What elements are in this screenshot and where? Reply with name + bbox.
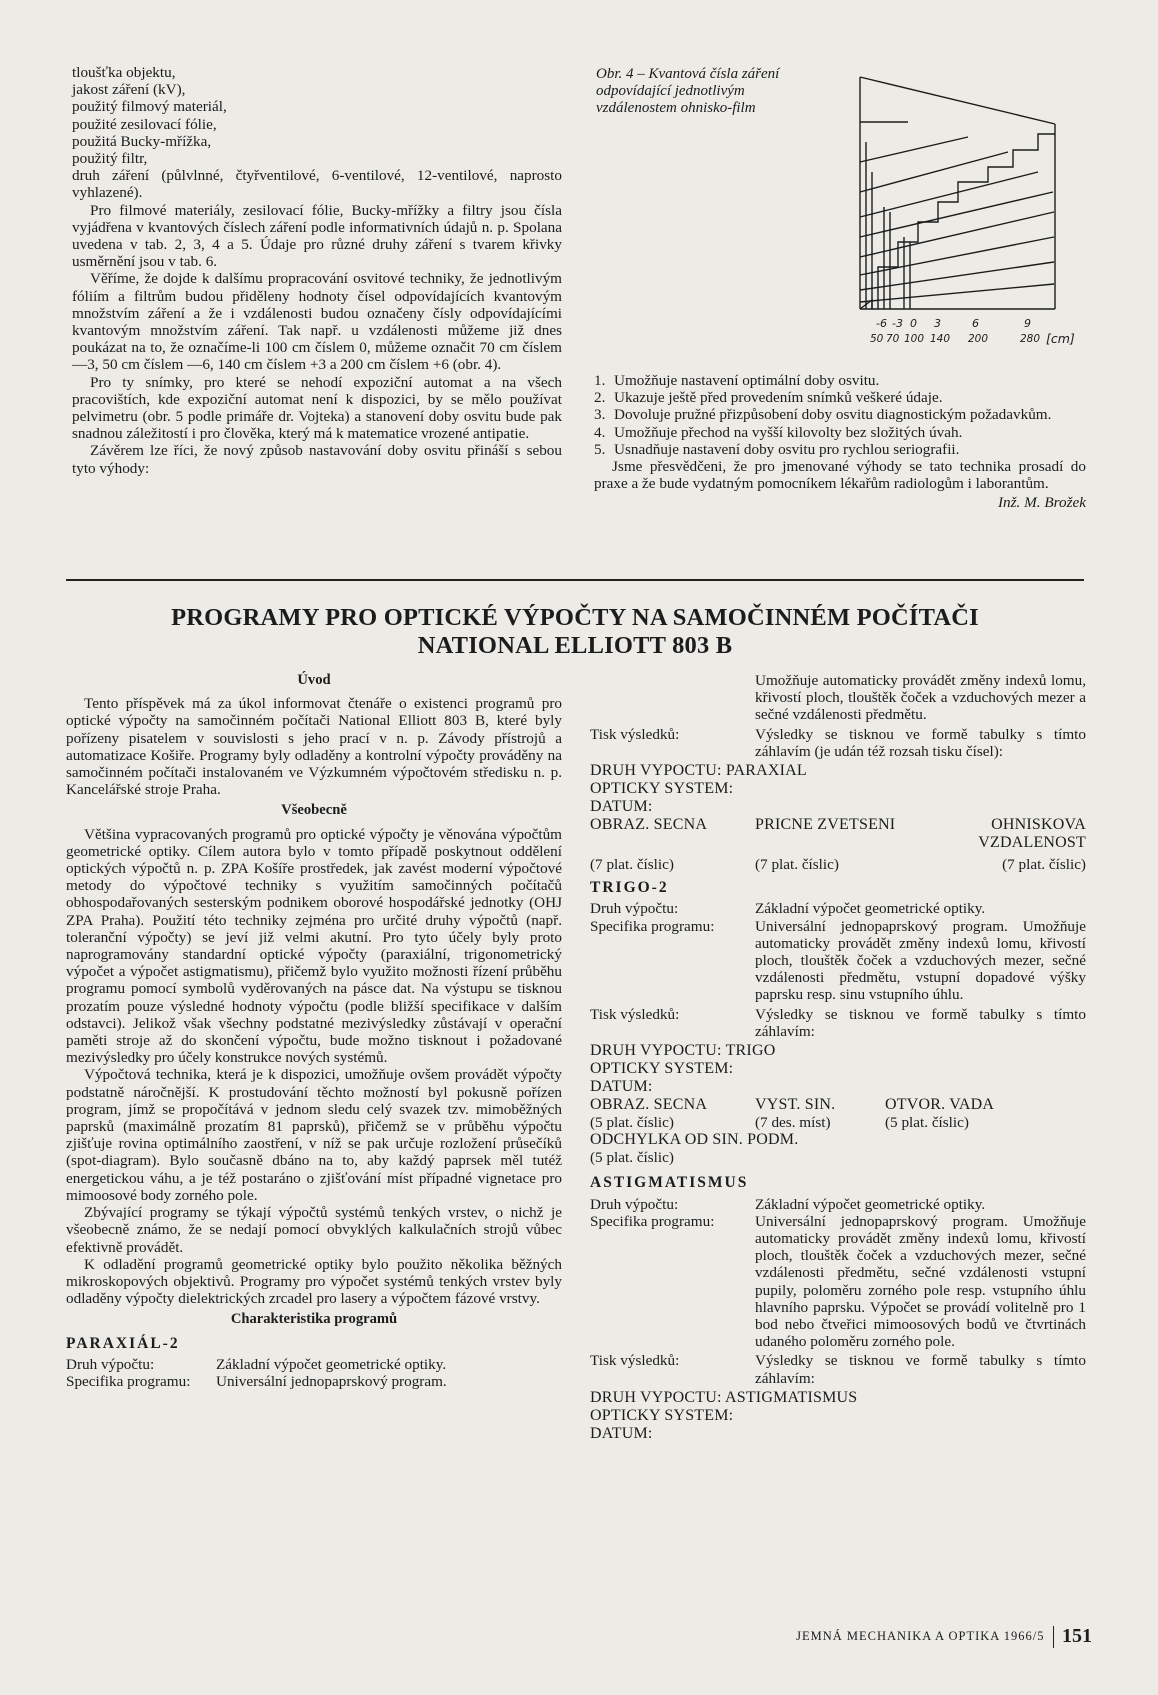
program-field: Tisk výsledků: Výsledky se tisknou ve formě tabulky s tímto záhlavím (je udán též rozsah tisku čísel): bbox=[590, 725, 1086, 760]
program-field: Tisk výsledků: Výsledky se tisknou ve formě tabulky s tímto záhlavím: bbox=[590, 1005, 1086, 1040]
program-name: PARAXIÁL-2 bbox=[66, 1334, 180, 1352]
program-field: Druh výpočtu: Základní výpočet geometrické optiky. bbox=[66, 1355, 447, 1373]
tick-label: 0 bbox=[910, 317, 917, 330]
footer-separator bbox=[1053, 1626, 1055, 1648]
tick-label: -3 bbox=[892, 317, 903, 330]
section-heading-charakteristika: Charakteristika programů bbox=[230, 1311, 398, 1328]
program-name: TRIGO-2 bbox=[590, 879, 669, 897]
axis-unit: [cm] bbox=[1046, 331, 1075, 346]
tick-label: -6 bbox=[876, 317, 887, 330]
author: Inž. M. Brožek bbox=[997, 494, 1086, 512]
paragraph: Výpočtová technika, která je k dispozici, umožňuje ovšem provádět výpočty podstatně náročnější. K prostudování těchto možností byl pokusně pořízen program, jímž se propočítává v jednom sledu celý svazek tzv. mimoběžných paprsků (maximálně prozatím 81 paprsků), přičemž se v průběhu výpočtu zjišťuje rovina optimálního zaostření, v níž se pak určuje rozložení průsečíků (spot-diagram). Bylo současně dbáno na to, aby každý paprsek měl tutéž energetickou váhu, a je též postaráno o zjišťování míst případné vignetace pro mimoosové body zorného pole. bbox=[66, 1066, 562, 1204]
figure-caption-text: Obr. 4 – Kvantová čísla záření odpovídající jednotlivým vzdálenostem ohnisko-film bbox=[596, 66, 780, 116]
program-field: Specifika programu: Universální jednopaprskový program. Umožňuje automaticky provádět změny indexů lomu, křivostí ploch, tlouštěk čoček a vzduchových mezer, sečné vzdálenosti předmětu, vstupní dopadové výšky paprsku resp. sinu vstupního úhlu. bbox=[590, 917, 1086, 1004]
figure-caption bbox=[596, 66, 826, 117]
tick-label: 6 bbox=[972, 317, 979, 330]
list-line: použitý filtr, bbox=[72, 150, 148, 168]
program-field: Druh výpočtu: Základní výpočet geometrické optiky. bbox=[590, 1195, 986, 1213]
article-title bbox=[66, 604, 1084, 660]
advantage-item: 3. Dovoluje pružné přizpůsobení doby osvitu diagnostickým požadavkům. bbox=[594, 406, 1052, 424]
paragraph: Tento příspěvek má za úkol informovat čtenáře o existenci programů pro optické výpočty na samočinném počítači National Elliott 803 B, které byly pořízeny pisatelem v souvislosti s jeho prací v n. p. Závody přístrojů a automatizace Košiře. Programy byly odladěny a kontrolní výpočty prováděny na samočinném počítači instalovaném ve Výzkumném výpočtovém středisku n. p. Kancelářské stroje Praha. bbox=[66, 695, 562, 799]
list-line: jakost záření (kV), bbox=[72, 81, 186, 99]
paragraph: Většina vypracovaných programů pro optické výpočty je věnována výpočtům geometrické optiky. Cílem autora bylo v tomto případě poskytnout oddělení optických výpočtů n. p. ZPA Košíře prostředek, jak zavést moderní výpočtové metody do výpočtové techniky s využitím samočinných počítačů obhospodařovaných sesterským podnikem oborové hospodářské jednotky (OHJ ZPA Praha). Použití této techniky zejména pro určité druhy výpočtů (např. toleranční výpočty) se jeví již velmi akutní. Pro tyto účely byly proto naprogramovány standardní optické výpočty (paraxiální, trigonometrický výpočet a výpočet astigmatismu), přičemž bylo využito možnosti řízení průběhu programu pomocí symbolů vyděrovaných na pásce dat. Na výstupu se tisknou prozatím pouze výsledné hodnoty výpočtu (podle bližší specifikace v dalším odstavci). Jelikož však všechny podstatné mezivýsledky zůstávají v operační paměti stroje až do skončení výpočtu, bude možno tisknout i požadované mezivýsledky pro účely konstrukce nových systémů. bbox=[66, 825, 562, 1067]
right-bottom-column: Umožňuje automaticky provádět změny indexů lomu, křivostí ploch, tlouštěk čoček a vzduchových mezer a sečné vzdálenosti předmětu. Tisk výsledků: Výsledky se tisknou ve formě tabulky s tímto záhlavím (je udán též rozsah tisku čísel): DRUH VYPOCTU: PARAXIAL OPTICKY SYSTEM: DATUM: OBRAZ. SECNA PRICNE ZVETSENI OHNISKOVA VZDALENOST (7 plat. číslic) (7 plat. číslic) (7 plat. číslic) TRIGO-2 Druh výpočtu: Základní výpočet geometrické optiky. Specifika programu: Universální jednopaprskový program. Umožňuje automaticky provádět změny indexů lomu, křivostí ploch, tlouštěk čoček a vzduchových mezer, sečné vzdálenosti předmětu, vstupní dopadové výšky paprsku resp. sinu vstupního úhlu. Tisk výsledků: Výsledky se tisknou ve formě tabulky s tímto záhlavím: DRUH VYPOCTU: TRIGO OPTICKY SYSTEM: DATUM: OBRAZ. SECNA VYST. SIN. OTVOR. VADA (5 plat. číslic) (7 des. míst) (5 plat. číslic) ODCHYLKA OD SIN. PODM. (5 plat. číslic) ASTIGMATISMUS Druh výpočtu: Základní výpočet geometrické optiky. Specifika programu: Universální jednopaprskový program. Umožňuje automaticky provádět změny indexů lomu, křivostí ploch, tlouštěk čoček a vzduchových mezer, sečné vzdálenosti předmětu, sečné vzdálenosti vstupní pupily, poloměru zorného pole resp. vstupního úhlu hlavního paprsku. Výpočet se provádí volitelně pro 1 bod nebo čtveřici mimoosových bodů ve čtvrtinách udaného poloměru zorného pole. Tisk výsledků: Výsledky se tisknou ve formě tabulky s tímto záhlavím: DRUH VYPOCTU: ASTIGMATISMUS OPTICKY SYSTEM: DATUM: bbox=[590, 672, 1086, 1442]
section-heading-vseobecne: Všeobecně bbox=[281, 802, 347, 819]
closing-paragraph: Jsme přesvědčeni, že pro jmenované výhody se tato technika prosadí do praxe a že bude vydatným pomocníkem lékařům radiologům i laborantům. bbox=[594, 458, 1086, 493]
list-line: druh záření (půlvlnné, čtyřventilové, 6-ventilové, 12-ventilové, naprosto vyhlazené). bbox=[72, 167, 562, 202]
article-title-line: PROGRAMY PRO OPTICKÉ VÝPOČTY NA SAMOČINNÉM POČÍTAČI bbox=[171, 604, 979, 631]
program-name: ASTIGMATISMUS bbox=[590, 1174, 749, 1192]
journal-name: JEMNÁ MECHANIKA A OPTIKA 1966/5 bbox=[796, 1629, 1045, 1643]
paragraph: Pro ty snímky, pro které se nehodí expoziční automat a na všech pracovištích, kde expoziční automat není k dispozici, by se mělo používat pelvimetru (obr. 5 podle primáře dr. Vojteka) a stanovení doby osvitu bude pak snadnou záležitostí i pro člověka, který má k matematice vrozené antipatie. bbox=[72, 373, 562, 443]
list-line: použitý filmový materiál, bbox=[72, 98, 227, 116]
paragraph: Závěrem lze říci, že nový způsob nastavování doby osvitu přináší s sebou tyto výhody: bbox=[72, 442, 562, 477]
tick-label: 280 bbox=[1020, 333, 1041, 345]
paragraph: Zbývající programy se týkají výpočtů systémů tenkých vrstev, o nichž je všeobecně známo, že se nedají pomocí obvyklých kalkulačních strojů vůbec efektivně provádět. bbox=[66, 1204, 562, 1256]
advantage-item: 2. Ukazuje ještě před provedením snímků veškeré údaje. bbox=[594, 389, 943, 407]
tick-label: 100 bbox=[904, 333, 925, 345]
paragraph: Pro filmové materiály, zesilovací fólie, Bucky-mřížky a filtry jsou čísla vyjádřena v kvantových číslech záření podle informativních údajů n. p. Spolana uvedena v tab. 2, 3, 4 a 5. Údaje pro různé druhy záření s tvarem křivky usměrnění jsou v tab. 6. bbox=[72, 201, 562, 271]
tick-label: 200 bbox=[968, 333, 989, 345]
article-title-line: NATIONAL ELLIOTT 803 B bbox=[417, 632, 733, 659]
list-line: tloušťka objektu, bbox=[72, 64, 176, 81]
list-line: použité zesilovací fólie, bbox=[72, 115, 217, 133]
advantage-item: 5. Usnadňuje nastavení doby osvitu pro rychlou seriografii. bbox=[594, 440, 960, 458]
output-header: DRUH VYPOCTU: ASTIGMATISMUS OPTICKY SYSTEM: DATUM: bbox=[590, 1388, 858, 1442]
left-top-column bbox=[72, 64, 562, 477]
paragraph: Věříme, že dojde k dalšímu propracování osvitové techniky, že jednotlivým fóliím a filtrům budou přiděleny hodnoty čísel odpovídajících kvantovým množstvím záření a že i vzdálenosti budou označeny čísly odpovídajícími kvantovým množstvím záření. Tak např. u vzdálenosti můžeme již dnes poukázat na to, že označíme-li 100 cm číslem 0, můžeme označit 70 cm číslem —3, 50 cm číslem —6, 140 cm číslem +3 a 200 cm číslem +6 (obr. 4). bbox=[72, 270, 562, 374]
output-header: DRUH VYPOCTU: PARAXIAL OPTICKY SYSTEM: DATUM: OBRAZ. SECNA PRICNE ZVETSENI OHNISKOVA VZDALENOST bbox=[590, 762, 1086, 852]
tick-label: 50 bbox=[870, 333, 884, 345]
page-number: 151 bbox=[1062, 1625, 1092, 1647]
page-footer bbox=[796, 1625, 1092, 1648]
output-header: DRUH VYPOCTU: TRIGO OPTICKY SYSTEM: DATUM: OBRAZ. SECNA VYST. SIN. OTVOR. VADA bbox=[590, 1042, 995, 1114]
tick-label: 9 bbox=[1024, 317, 1031, 330]
section-heading-uvod: Úvod bbox=[297, 672, 331, 688]
advantage-item: 1. Umožňuje nastavení optimální doby osvitu. bbox=[594, 372, 880, 389]
advantage-item: 4. Umožňuje přechod na vyšší kilovolty bez složitých úvah. bbox=[594, 423, 963, 441]
left-bottom-column bbox=[66, 668, 562, 1390]
program-field: Specifika programu: Universální jednopaprskový program. bbox=[66, 1372, 447, 1390]
figure-bottom-ticks bbox=[870, 333, 1084, 349]
list-line: použitá Bucky-mřížka, bbox=[72, 132, 212, 150]
section-rule bbox=[66, 579, 1084, 581]
program-field: Specifika programu: Universální jednopaprskový program. Umožňuje automaticky provádět změny indexů lomu, křivostí ploch, tlouštěk čoček a vzduchových mezer, sečné vzdálenosti předmětu, sečné vzdálenosti vstupní pupily, poloměru zorného pole resp. vstupního úhlu hlavního paprsku. Výpočet se provádí volitelně pro 1 bod nebo čtveřici mimoosových bodů ve čtvrtinách udaného poloměru zorného pole. bbox=[590, 1212, 1086, 1351]
tick-label: 70 bbox=[886, 333, 900, 345]
right-top-column bbox=[594, 372, 1086, 512]
tick-label: 3 bbox=[934, 317, 941, 330]
program-field: Druh výpočtu: Základní výpočet geometrické optiky. bbox=[590, 900, 986, 918]
program-field: Tisk výsledků: Výsledky se tisknou ve formě tabulky s tímto záhlavím: bbox=[590, 1352, 1086, 1387]
tick-label: 140 bbox=[930, 333, 951, 345]
paragraph: K odladění programů geometrické optiky bylo použito několika běžných mikroskopových objektivů. Programy pro výpočet systémů tenkých vrstev byly odladěny výpočty dielektrických zrcadel pro lasery a výpočtem fázové vrstvy. bbox=[66, 1255, 562, 1308]
paraxial-spec-cont: Umožňuje automaticky provádět změny indexů lomu, křivostí ploch, tlouštěk čoček a vzduchových mezer a sečné vzdálenosti předmětu. bbox=[755, 672, 1086, 724]
